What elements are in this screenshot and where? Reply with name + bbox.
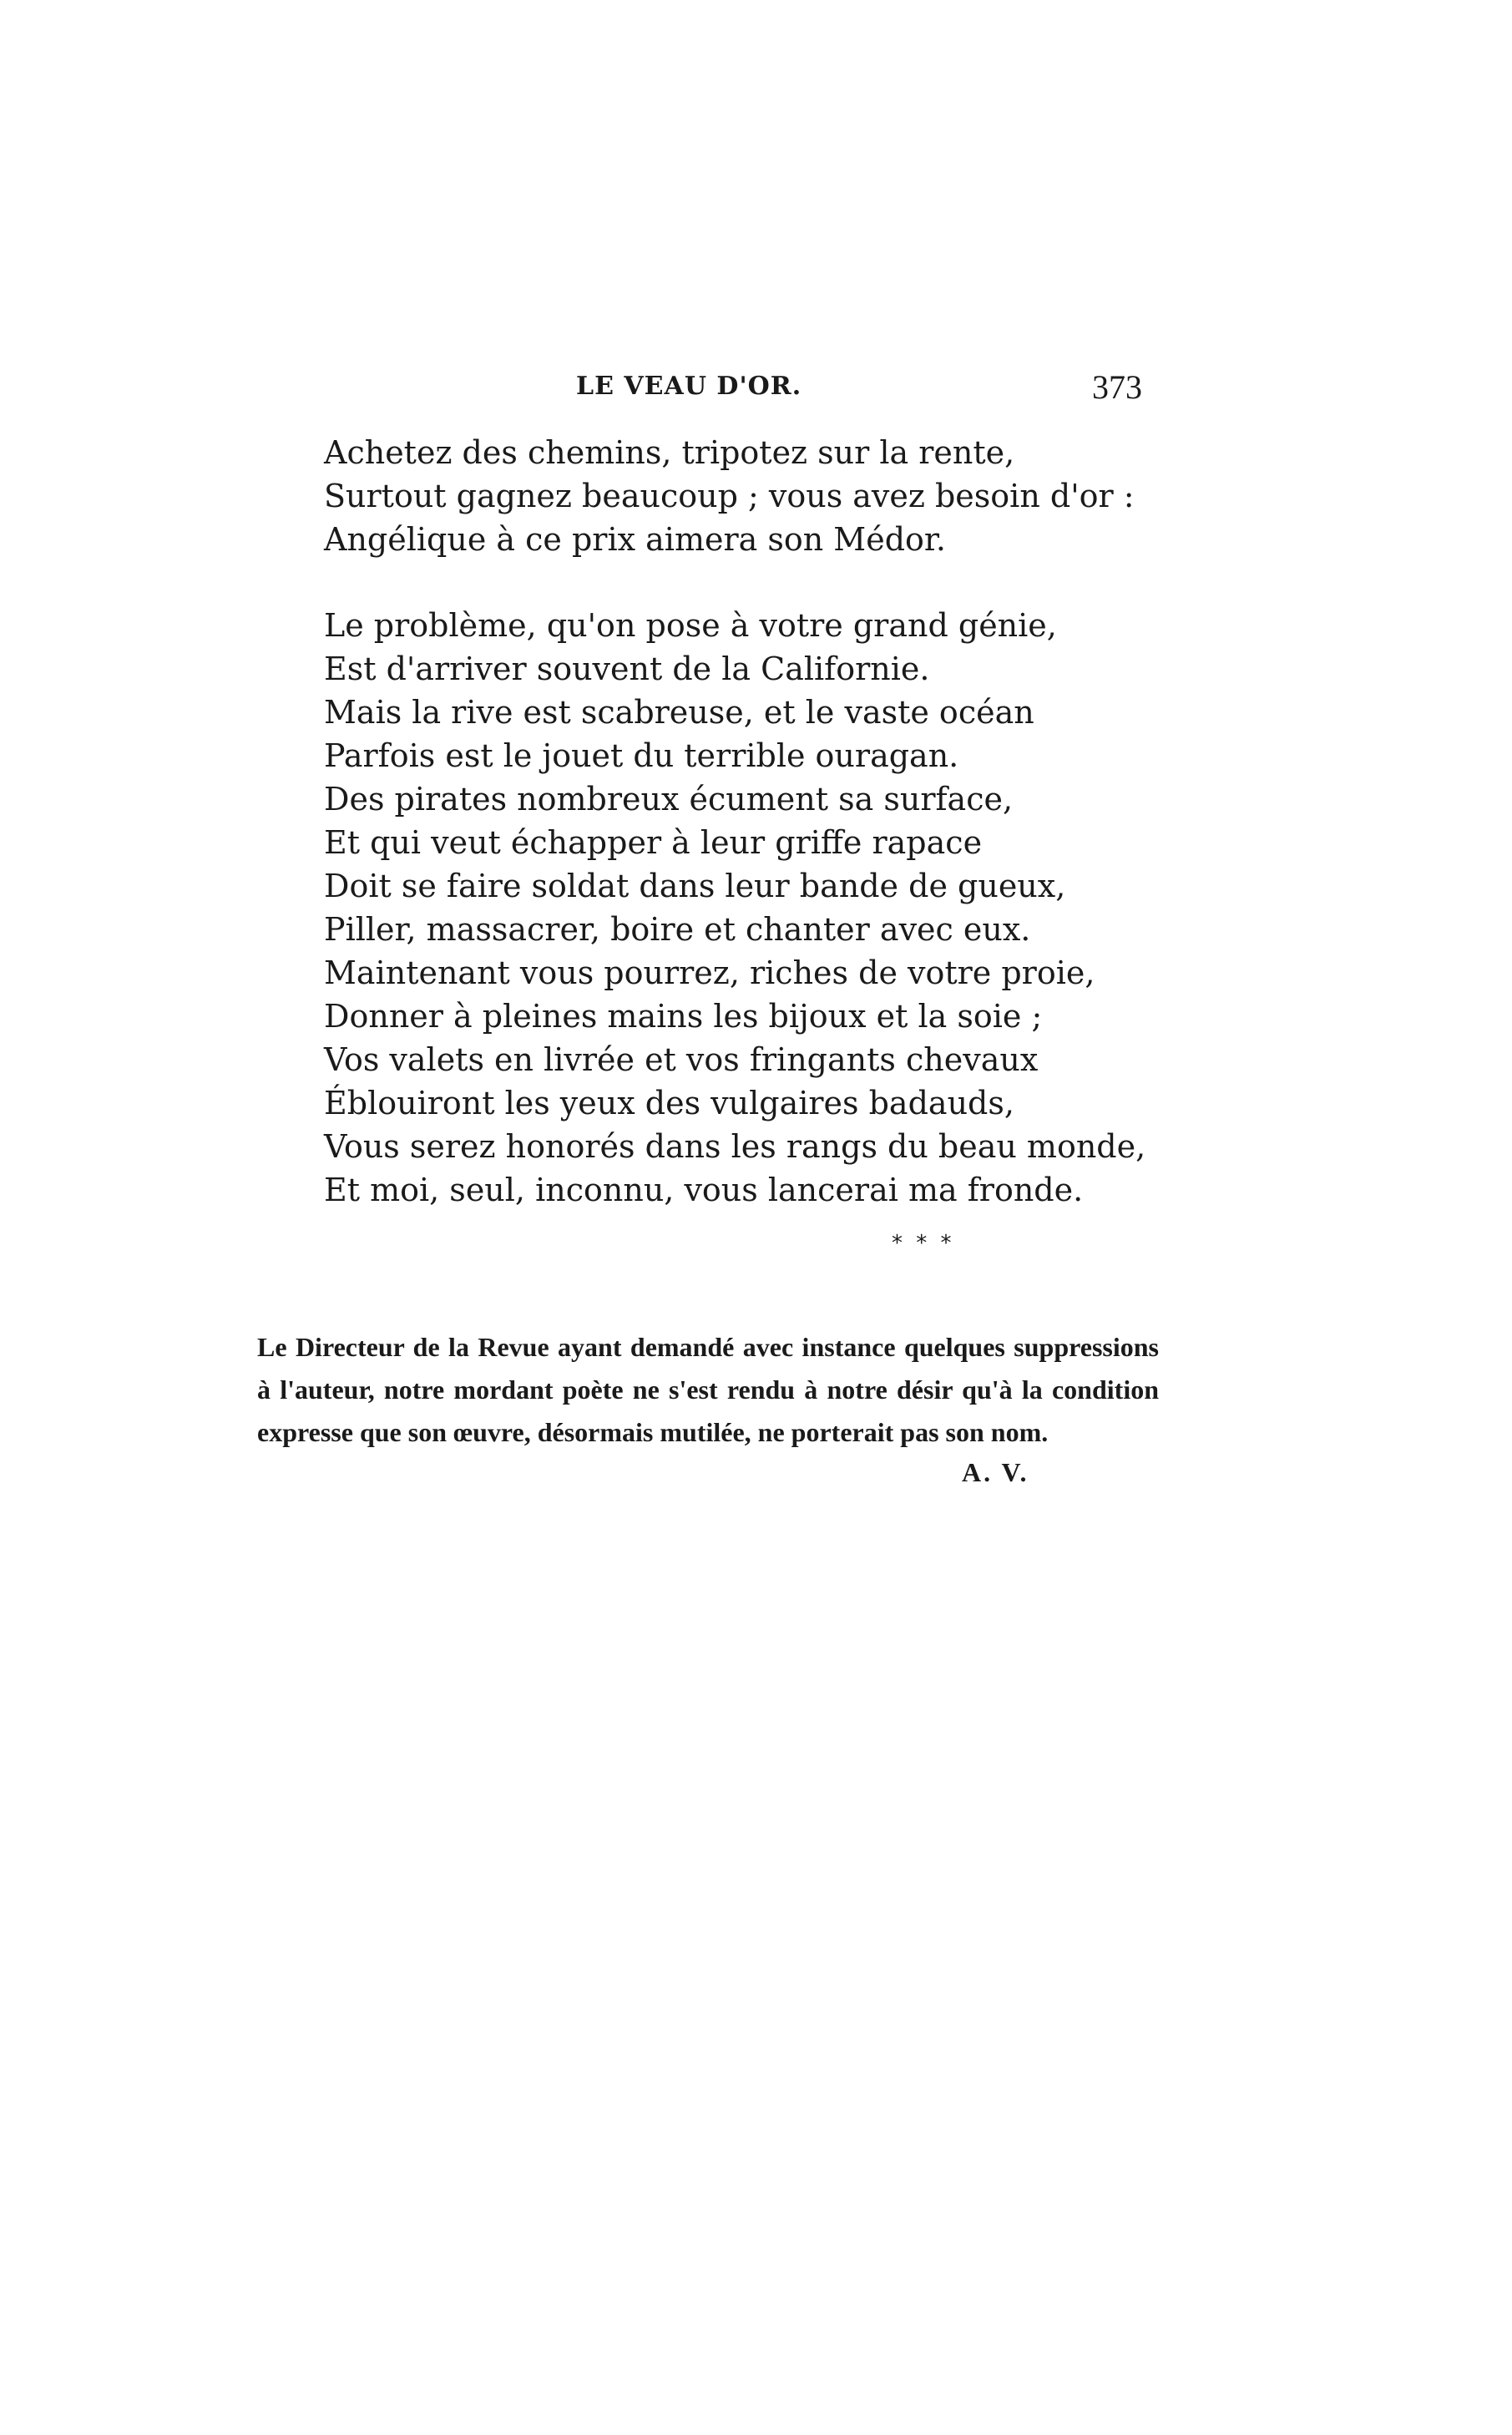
poem-line: Achetez des chemins, tripotez sur la rente,	[324, 434, 1015, 471]
poem-line: Doit se faire soldat dans leur bande de gueux,	[324, 868, 1066, 904]
footnote-signature: A. V.	[962, 1457, 1029, 1487]
poem-line: Le problème, qu'on pose à votre grand génie,	[324, 607, 1057, 644]
poem-line: Piller, massacrer, boire et chanter avec eux.	[324, 911, 1031, 948]
section-ornament: * * *	[892, 1231, 955, 1256]
poem-line: Des pirates nombreux écument sa surface,	[324, 781, 1014, 818]
editor-footnote: Le Directeur de la Revue ayant demandé avec instance quelques suppressions à l'auteur, notre mordant poète ne s'est rendu à notre désir qu'à la condition expresse que son œuvre, désormais mutilée, ne porterait pas son nom.	[257, 1332, 1159, 1447]
poem-line: Vous serez honorés dans les rangs du beau monde,	[324, 1128, 1146, 1165]
poem-line: Parfois est le jouet du terrible ouragan.	[324, 737, 959, 774]
poem-line: Maintenant vous pourrez, riches de votre proie,	[324, 954, 1095, 991]
poem-line: Mais la rive est scabreuse, et le vaste océan	[324, 694, 1034, 731]
page-number: 373	[1092, 368, 1142, 406]
poem-line: Surtout gagnez beaucoup ; vous avez besoin d'or :	[324, 478, 1135, 514]
poem-line: Et qui veut échapper à leur griffe rapace	[324, 824, 983, 861]
poem-line: Angélique à ce prix aimera son Médor.	[324, 521, 946, 558]
poem-line: Est d'arriver souvent de la Californie.	[324, 651, 930, 687]
running-title: LE VEAU D'OR.	[576, 372, 802, 401]
poem-line: Donner à pleines mains les bijoux et la soie ;	[324, 998, 1043, 1035]
poem-line: Éblouiront les yeux des vulgaires badauds,	[324, 1085, 1014, 1121]
poem-line: Vos valets en livrée et vos fringants chevaux	[324, 1041, 1039, 1078]
poem-line: Et moi, seul, inconnu, vous lancerai ma fronde.	[324, 1172, 1084, 1208]
